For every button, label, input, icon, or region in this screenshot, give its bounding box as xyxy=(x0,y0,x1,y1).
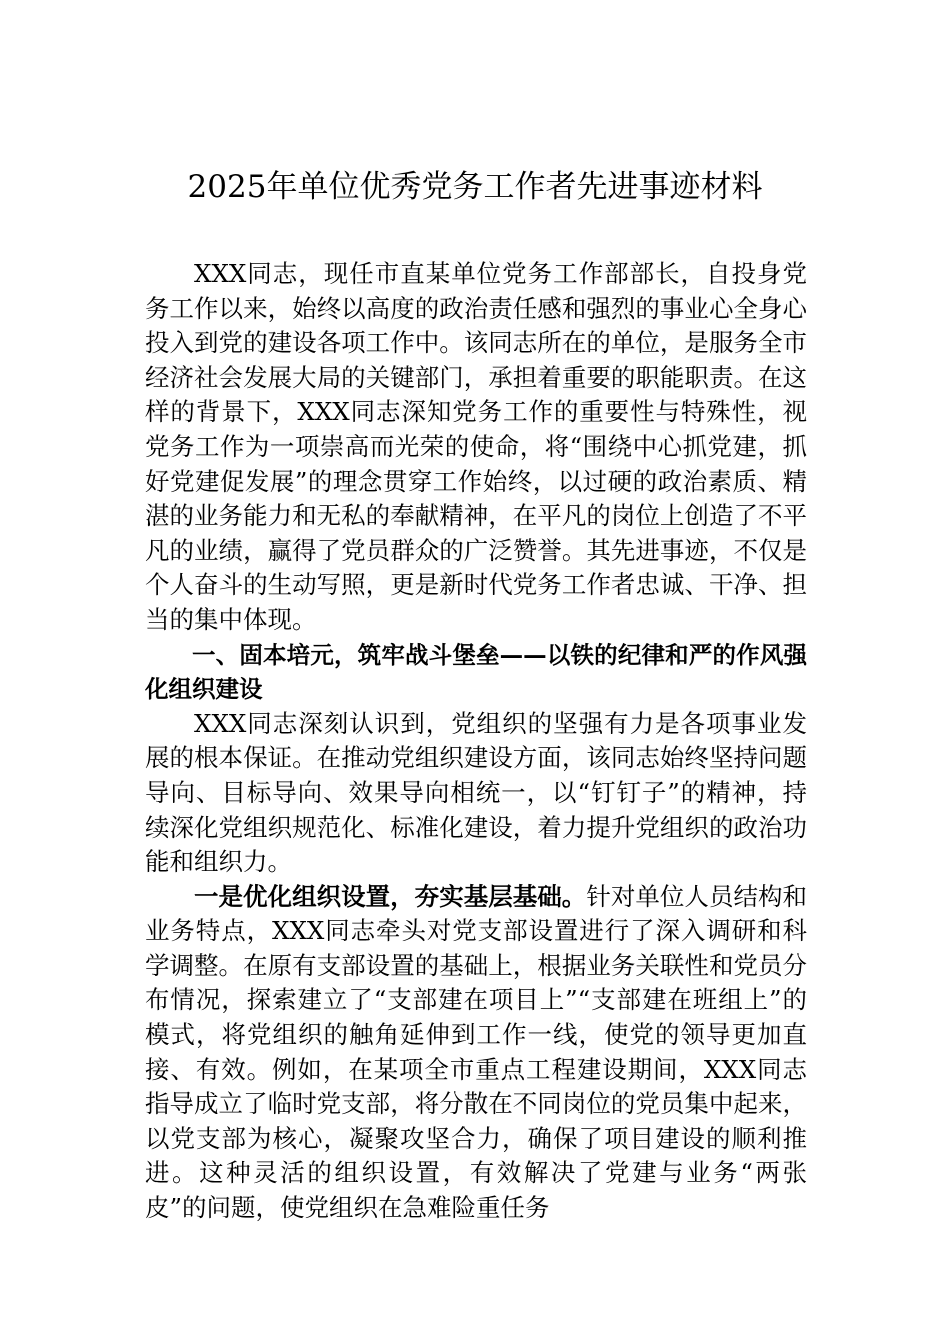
point-1-text: 针对单位人员结构和业务特点，XXX同志牵头对党支部设置进行了深入调研和科学调整。在原有支部设置的基础上，根据业务关联性和党员分布情况，探索建立了“支部建在项目上”“支部建在班组上”的模式，将党组织的触角延伸到工作一线，使党的领导更加直接、有效。例如，在某项全市重点工程建设期间，XXX同志指导成立了临时党支部，将分散在不同岗位的党员集中起来，以党支部为核心，凝聚攻坚合力，确保了项目建设的顺利推进。这种灵活的组织设置，有效解决了党建与业务“两张皮”的问题，使党组织在急难险重任务 xyxy=(145,881,808,1223)
document-body xyxy=(145,257,807,1226)
point-1-lead: 一是优化组织设置，夯实基层基础。 xyxy=(194,881,587,911)
point-1-paragraph xyxy=(145,880,807,1226)
section-heading-1: 一、固本培元，筑牢战斗堡垒——以铁的纪律和严的作风强化组织建设 xyxy=(145,640,807,704)
document-title: 2025年单位优秀党务工作者先进事迹材料 xyxy=(187,169,763,205)
intro-paragraph: XXX同志，现任市直某单位党务工作部部长，自投身党务工作以来，始终以高度的政治责任感和强烈的事业心全身心投入到党的建设各项工作中。该同志所在的单位，是服务全市经济社会发展大局的关键部门，承担着重要的职能职责。在这样的背景下，XXX同志深知党务工作的重要性与特殊性，视党务工作为一项崇高而光荣的使命，将“围绕中心抓党建，抓好党建促发展”的理念贯穿工作始终，以过硬的政治素质、精湛的业务能力和无私的奉献精神，在平凡的岗位上创造了不平凡的业绩，赢得了党员群众的广泛赞誉。其先进事迹，不仅是个人奋斗的生动写照，更是新时代党务工作者忠诚、干净、担当的集中体现。 xyxy=(145,259,807,634)
section-1-paragraph: XXX同志深刻认识到，党组织的坚强有力是各项事业发展的根本保证。在推动党组织建设方面，该同志始终坚持问题导向、目标导向、效果导向相统一，以“钉钉子”的精神，持续深化党组织规范化、标准化建设，着力提升党组织的政治功能和组织力。 xyxy=(145,708,807,877)
